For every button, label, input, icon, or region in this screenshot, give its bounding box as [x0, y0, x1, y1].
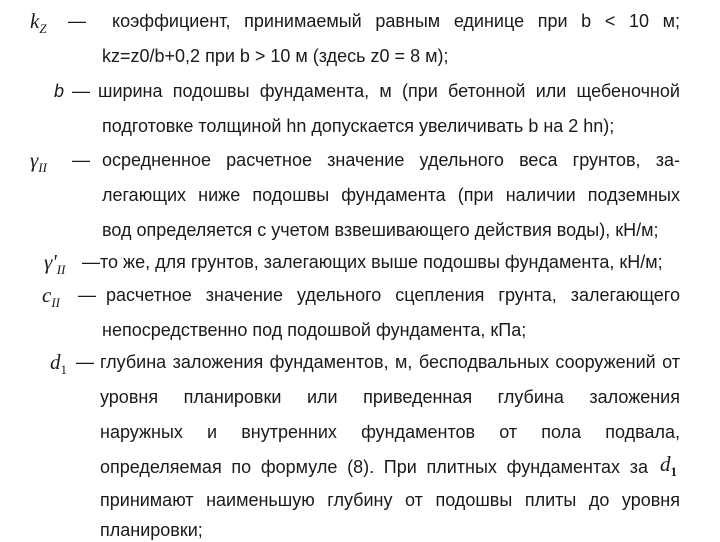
- definition-gamma-ii-line2: легающих ниже подошвы фундамента (при наличии подземных: [102, 185, 680, 205]
- definition-b-line1: ширина подошвы фундамента, м (при бетонной или щебеночной: [98, 81, 680, 101]
- symbol-d1: $d_1$: [50, 350, 67, 378]
- definition-d1-line5: принимают наименьшую глубину от подошвы плиты до уровня: [100, 490, 680, 510]
- symbol-d1-inline: $d_1$: [660, 452, 677, 480]
- definition-gamma-prime-ii-line1: то же, для грунтов, залегающих выше подошвы фундамента, кН/м;: [100, 252, 663, 272]
- dash-gamma-ii: —: [72, 150, 90, 170]
- definition-d1-line4: определяемая по формуле (8). При плитных фундаментах за: [100, 457, 648, 477]
- definition-kz-line1: коэффициент, принимаемый равным единице при b < 10 м;: [112, 11, 680, 31]
- definition-c-ii-line2: непосредственно под подошвой фундамента, кПа;: [102, 320, 527, 340]
- definition-d1-line3: наружных и внутренних фундаментов от пола подвала,: [100, 422, 680, 442]
- definition-gamma-ii-line3: вод определяется с учетом взвешивающего действия воды), кН/м;: [102, 220, 659, 240]
- symbol-b: b: [54, 81, 65, 101]
- definition-d1-line2: уровня планировки или приведенная глубина заложения: [100, 387, 680, 407]
- definition-c-ii-line1: расчетное значение удельного сцепления грунта, залегающего: [106, 285, 680, 305]
- definition-gamma-ii-line1: осредненное расчетное значение удельного веса грунтов, за-: [102, 150, 680, 170]
- dash-c-ii: —: [78, 285, 96, 305]
- symbol-gamma-prime-ii: $\gamma'_{II}$: [44, 250, 66, 278]
- dash-gamma-prime-ii: —: [82, 252, 100, 272]
- definition-d1-line6: планировки;: [100, 520, 203, 540]
- definition-d1-line1: глубина заложения фундаментов, м, бесподвальных сооружений от: [100, 352, 680, 372]
- dash-b: —: [72, 81, 90, 101]
- dash-d1: —: [76, 352, 94, 372]
- symbol-kz: $k_Z$: [30, 9, 47, 37]
- definition-b-line2: подготовке толщиной hn допускается увеличивать b на 2 hn);: [102, 116, 615, 136]
- symbol-c-ii: $c_{II}$: [42, 283, 60, 311]
- symbol-gamma-ii: $\gamma_{II}$: [30, 148, 47, 176]
- definition-kz-line2: kz=z0/b+0,2 при b > 10 м (здесь z0 = 8 м);: [102, 46, 449, 66]
- dash-kz: —: [68, 11, 86, 31]
